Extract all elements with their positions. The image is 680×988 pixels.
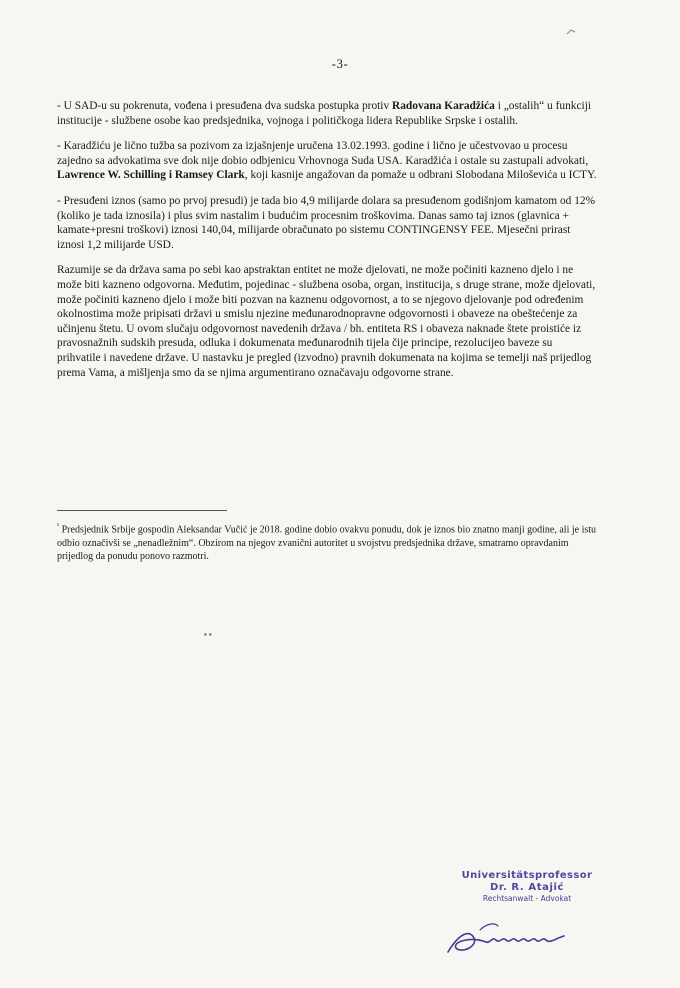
paragraph-lawyers [57,139,597,183]
paragraph-text: , koji kasnije angažovan da pomaže u odbrani Slobodana Miloševića u ICTY. [244,169,597,182]
paragraph-text: i „ostalih“ u funkciji institucije - službene osobe kao predsjednika, vojnoga i političkoga lidera Republike Srpske i ostalih. [57,100,592,127]
paragraph-text: - U SAD-u su pokrenuta, vođena i presuđena dva sudska postupka protiv [57,100,393,112]
paragraph-lawsuits [57,99,597,128]
footnote-text: Predsjednik Srbije gospodin Aleksandar Vučić je 2018. godine dobio ovakvu ponudu, dok je iznos bio znatno manji godine, ali je istu odbio označivši se „nenadležnim“. Obzirom na njegov zvanični autoritet u svojstvu predsjednika države, smatramo opravdanim prijedlog da ponudu ponovo razmotri. [57,524,597,563]
document-body [57,99,597,391]
page-number: -3- [331,56,349,71]
footnote-marker: ¹ [57,522,60,530]
stamp-subtitle: Rechtsanwalt - Advokat [482,894,572,903]
paragraph-responsibility: Razumije se da država sama po sebi kao apstraktan entitet ne može djelovati, ne može počiniti kazneno djelo i ne može biti kazneno odgovorna. Međutim, pojedinac - službena osoba, organ, institucija, s druge strane, može djelovati, može počiniti kazneno djelo i može biti pozvan na kaznenu odgovornost, a to se njegovo djelovanje pod određenim okolnostima može pripisati državi u smislu njezine međunarodnopravne odgovornosti i obaveze na obeštećenje za učinjenu štetu. U ovom slučaju odgovornost navedenih država / bh. entiteta RS i obaveza naknade štete proistiće iz pravosnažnih sudskih presuda, odluka i dokumenata međunarodnih tijela čije principe, rezolucijeo baveze su prihvatile i navedene države. U nastavku je pregled (izvodno) pravnih dokumenata na kojima se temelji naš prijedlog prema Vama, a mišljenja smo da se njima argumentirano označavaju odgovorne strane. [57,264,596,379]
paragraph-text: - Karadžiću je lično tužba sa pozivom za izjašnjenje uručena 13.02.1993. godine i lično je učestvovao u procesu zajedno sa advokatima sve dok nije dobio odbjenicu Vrhovnoga Suda USA. Karadžića i ostale su zastupali advokati, [57,140,589,167]
bold-names: Lawrence W. Schilling i Ramsey Clark [57,169,245,182]
lawyer-stamp [432,870,622,903]
signature [440,912,590,962]
footnote [57,520,597,564]
stamp-title: Universitätsprofessor [461,870,593,881]
scan-artifact: ▪ ▪ [204,630,212,639]
bold-name: Radovana Karadžića [392,100,495,112]
footnote-divider [57,510,227,511]
paragraph-amount: - Presuđeni iznos (samo po prvoj presudi) je tada bio 4,9 milijarde dolara sa presuđenom godišnjom kamatom od 12% (koliko je tada iznosila) i plus svim nastalim i budućim procesnim troškovima. Danas samo taj iznos (glavnica + kamate+presni troškovi) iznosi 140,04, milijarde obračunato po sistemu CONTINGENSY FEE. Mjesečni prirast iznosi 1,2 milijarde USD. [57,194,596,251]
stamp-name: Dr. R. Atajić [489,882,565,893]
scan-mark [566,28,576,36]
